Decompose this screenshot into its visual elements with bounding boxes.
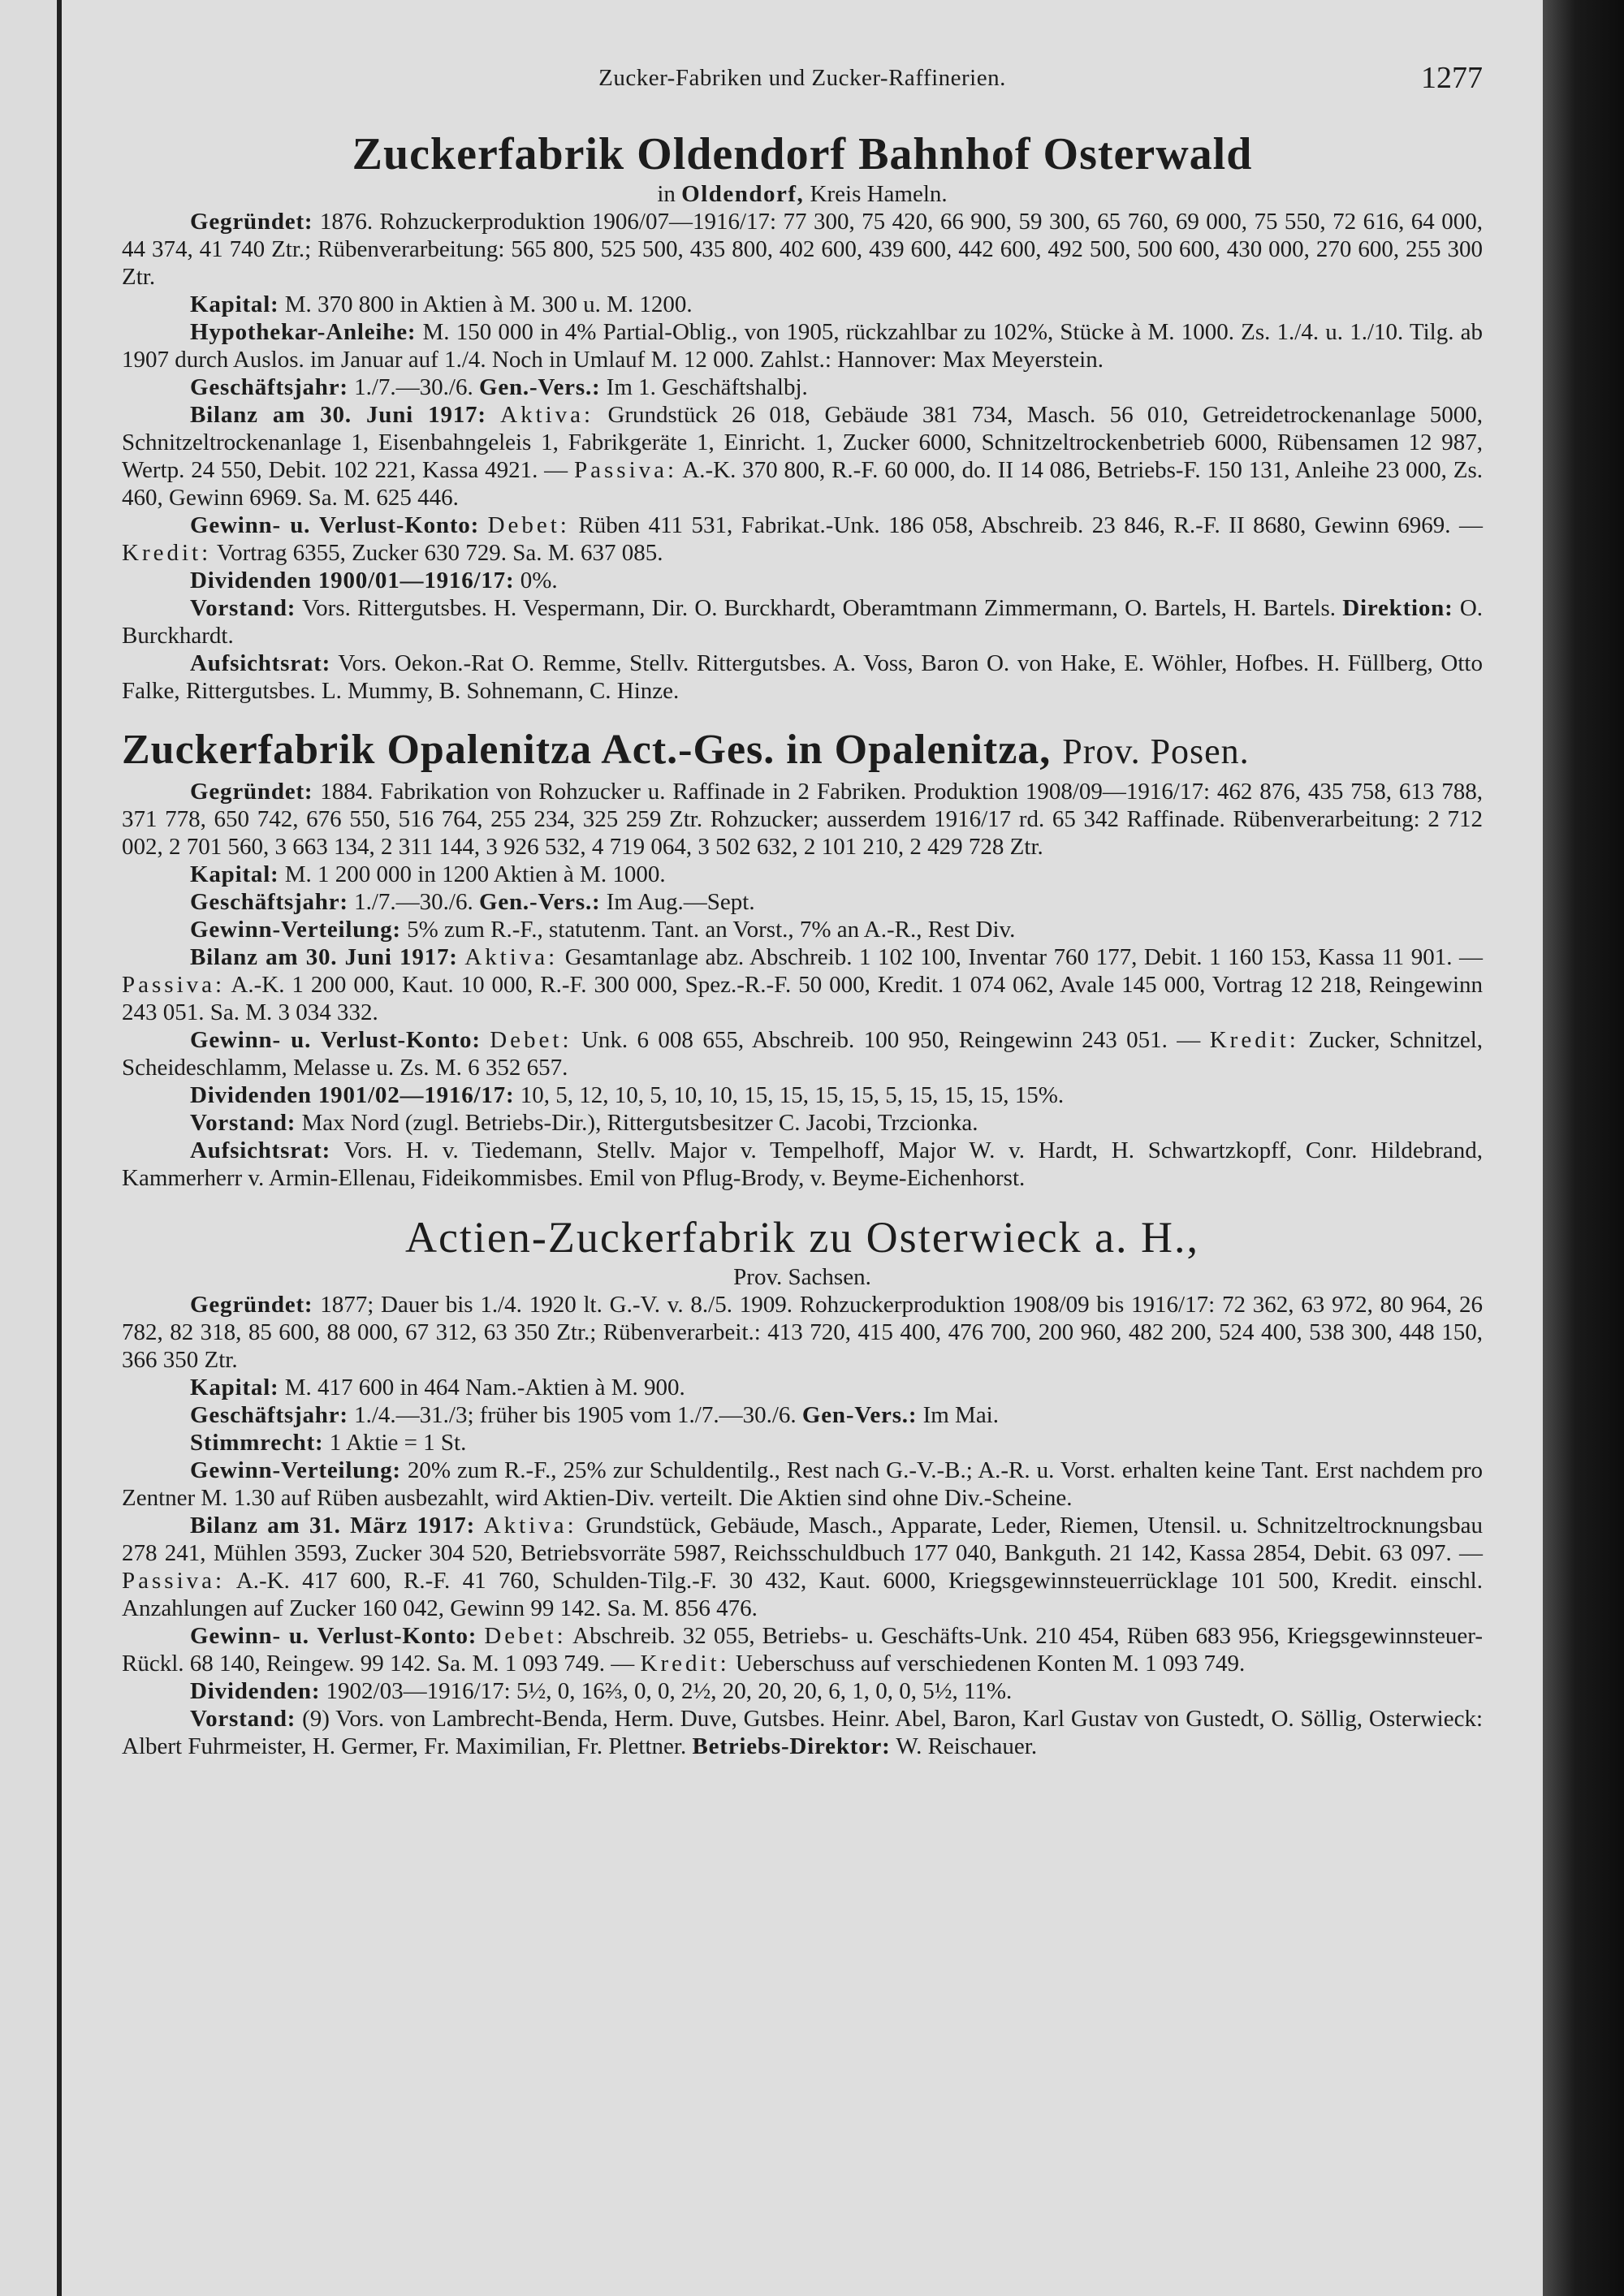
entry-text: 20% zum R.-F., 25% zur Schuldentilg., Rest nach G.-V.-B.; A.-R. u. Vorst. erhalten keine Tant. Erst nachdem pro Zentner M. 1.30 auf Rüben ausbezahlt, wird Aktien-Div. verteilt. Die Aktien sind ohne Div.-Scheine. [122, 1457, 1483, 1511]
entry-key: Gen.-Vers.: [478, 374, 601, 400]
entry-text: O. Burckhardt. [122, 595, 1484, 649]
entry-key: Aufsichtsrat: [190, 650, 331, 676]
entry-text: Abschreib. 32 055, Betriebs- u. Geschäfts-Unk. 210 454, Rüben 683 956, Kriegsgewinnsteuer-Rückl. 68 140, Reingew. 99 142. Sa. M. 1 093 749. — [122, 1623, 1484, 1677]
entry-key: Gewinn- u. Verlust-Konto: [190, 1623, 477, 1649]
entry-paragraph [122, 1374, 1483, 1401]
entry-key: Gen.-Vers.: [478, 889, 601, 915]
entry-paragraph [122, 888, 1483, 916]
entry-paragraph [122, 1026, 1483, 1081]
entry-text: 1884. Fabrikation von Rohzucker u. Raffinade in 2 Fabriken. Produktion 1908/09—1916/17: 462 876, 435 758, 613 788, 371 778, 650 742, 676 550, 516 764, 255 234, 325 259 Ztr. Rohzucker; ausserdem 1916/17 rd. 65 342 Raffinade. Rübenverarbeitung: 2 712 002, 2 701 560, 3 663 134, 2 311 144, 3 926 532, 4 719 064, 3 502 632, 2 101 210, 2 429 728 Ztr. [122, 779, 1483, 860]
entry-key: Geschäftsjahr: [190, 1402, 348, 1428]
entry-paragraph [122, 778, 1483, 861]
entry-paragraph [122, 567, 1483, 594]
location-district: Kreis Hameln. [810, 181, 948, 207]
entry-key: Dividenden 1900/01—1916/17: [190, 568, 515, 593]
entry-text: Grundstück 26 018, Gebäude 381 734, Masch. 56 010, Getreidetrockenanlage 5000, Schnitzeltrockenanlage 1, Eisenbahngeleis 1, Fabrikgeräte 1, Einricht. 1, Zucker 6000, Schnitzeltrockenbetrieb 6000, Rübensamen 12 987, Wertp. 24 550, Debit. 102 221, Kassa 4921. — [122, 402, 1484, 483]
entry-key: Gen-Vers.: [801, 1402, 918, 1428]
entry-key: Geschäftsjahr: [190, 374, 348, 400]
entry-paragraph [122, 1622, 1483, 1677]
entry-text: Grundstück, Gebäude, Masch., Apparate, Leder, Riemen, Utensil. u. Schnitzeltrocknungsbau 278 241, Mühlen 3593, Zucker 304 520, Betriebsvorräte 5987, Reichsschuldbuch 177 040, Bankguth. 21 142, Kassa 2854, Debit. 63 097. — [122, 1513, 1484, 1566]
company-name: Actien-Zuckerfabrik zu Osterwieck a. H., [404, 1213, 1200, 1262]
entry-text: 5% zum R.-F., statutenm. Tant. an Vorst., 7% an A.-R., Rest Div. [407, 917, 1016, 943]
entry-paragraph [122, 511, 1483, 567]
entry-text: A.-K. 370 800, R.-F. 60 000, do. II 14 086, Betriebs-F. 150 131, Anleihe 23 000, Zs. 460, Gewinn 6969. Sa. M. 625 446. [122, 457, 1483, 511]
entry-key: Direktion: [1342, 595, 1453, 621]
entry-subheading: Debet: [490, 1027, 572, 1053]
entry-text: 1876. Rohzuckerproduktion 1906/07—1916/17: 77 300, 75 420, 66 900, 59 300, 65 760, 69 000, 75 550, 72 616, 64 000, 44 374, 41 740 Ztr.; Rübenverarbeitung: 565 800, 525 500, 435 800, 402 600, 439 600, 442 600, 492 500, 500 600, 430 000, 270 600, 255 300 Ztr. [122, 209, 1484, 290]
entry-text: M. 1 200 000 in 1200 Aktien à M. 1000. [284, 861, 666, 887]
entry-subheading: Aktiva: [500, 402, 594, 428]
entry-paragraph [122, 1137, 1483, 1192]
entry-key: Geschäftsjahr: [190, 889, 348, 915]
entry-subheading: Passiva: [122, 1568, 226, 1594]
section-gap [122, 1760, 1483, 1765]
company-title [122, 1211, 1483, 1263]
entry-key: Bilanz am 30. Juni 1917: [190, 944, 458, 970]
entry-text: 1877; Dauer bis 1./4. 1920 lt. G.-V. v. 8./5. 1909. Rohzuckerproduktion 1908/09 bis 1916/17: 72 362, 63 972, 80 964, 26 782, 82 318, 85 600, 88 000, 67 312, 63 350 Ztr.; Rübenverarbeit.: 413 720, 415 400, 476 700, 200 960, 482 200, 524 400, 538 300, 448 150, 366 350 Ztr. [122, 1292, 1484, 1373]
company-entry [122, 724, 1483, 1192]
entry-text: Rüben 411 531, Fabrikat.-Unk. 186 058, Abschreib. 23 846, R.-F. II 8680, Gewinn 6969. — [578, 512, 1483, 538]
entry-paragraph [122, 1109, 1483, 1137]
entry-key: Dividenden 1901/02—1916/17: [190, 1082, 515, 1108]
entry-paragraph [122, 401, 1483, 511]
company-entry [122, 1211, 1483, 1760]
entry-paragraph [122, 650, 1483, 705]
company-province: Prov. Posen. [1062, 732, 1250, 771]
left-page-edge [0, 0, 62, 2296]
entry-subheading: Kredit: [122, 540, 212, 566]
entry-paragraph [122, 1291, 1483, 1374]
location-town: Oldendorf, [681, 181, 805, 207]
company-entries [122, 128, 1483, 1765]
entry-key: Gewinn- u. Verlust-Konto: [190, 1027, 481, 1053]
entry-key: Gewinn-Verteilung: [190, 917, 401, 943]
entry-paragraph [122, 861, 1483, 888]
entry-paragraph [122, 1677, 1483, 1705]
entry-paragraph [122, 1429, 1483, 1457]
entry-key: Vorstand: [190, 595, 296, 621]
running-title: Zucker-Fabriken und Zucker-Raffinerien. [598, 65, 1006, 91]
entry-key: Betriebs-Direktor: [692, 1733, 891, 1759]
page-number: 1277 [1421, 61, 1483, 95]
entry-subheading: Debet: [487, 512, 570, 538]
entry-text: Zucker, Schnitzel, Scheideschlamm, Melasse u. Zs. M. 6 352 657. [122, 1027, 1484, 1081]
entry-text: 1./7.—30./6. [354, 374, 473, 400]
entry-text: Vors. H. v. Tiedemann, Stellv. Major v. Tempelhoff, Major W. v. Hardt, H. Schwartzkopff, Conr. Hildebrand, Kammerherr v. Armin-Ellenau, Fideikommisbes. Emil von Pflug-Brody, v. Beyme-Eichenhorst. [122, 1137, 1483, 1191]
entry-key: Gewinn-Verteilung: [190, 1457, 401, 1483]
company-title [122, 128, 1483, 180]
entry-subheading: Passiva: [574, 457, 678, 483]
page-content [122, 57, 1483, 1765]
entry-subheading: Debet: [484, 1623, 567, 1649]
entry-paragraph [122, 318, 1483, 373]
entry-key: Vorstand: [190, 1110, 296, 1136]
entry-text: A.-K. 1 200 000, Kaut. 10 000, R.-F. 300 000, Spez.-R.-F. 50 000, Kredit. 1 074 062, Avale 145 000, Vortrag 12 218, Reingewinn 243 051. Sa. M. 3 034 332. [122, 972, 1483, 1025]
section-gap [122, 705, 1483, 710]
company-title [122, 724, 1483, 778]
entry-paragraph [122, 291, 1483, 318]
entry-text: 1./7.—30./6. [354, 889, 473, 915]
entry-paragraph [122, 1081, 1483, 1109]
entry-text: Ueberschuss auf verschiedenen Konten M. 1 093 749. [735, 1651, 1246, 1677]
entry-subheading: Aktiva: [464, 944, 559, 970]
entry-key: Bilanz am 31. März 1917: [190, 1513, 476, 1539]
entry-text: 1902/03—1916/17: 5½, 0, 16⅔, 0, 0, 2½, 20, 20, 20, 6, 1, 0, 0, 5½, 11%. [326, 1678, 1013, 1704]
entry-text: A.-K. 417 600, R.-F. 41 760, Schulden-Tilg.-F. 30 432, Kaut. 6000, Kriegsgewinnsteuerrücklage 101 500, Kredit. einschl. Anzahlungen auf Zucker 160 042, Gewinn 99 142. Sa. M. 856 476. [122, 1568, 1483, 1621]
entry-text: 1 Aktie = 1 St. [329, 1430, 467, 1456]
entry-key: Kapital: [190, 1375, 279, 1400]
binding-shadow [1543, 0, 1624, 2296]
entry-text: M. 150 000 in 4% Partial-Oblig., von 1905, rückzahlbar zu 102%, Stücke à M. 1000. Zs. 1./4. u. 1./10. Tilg. ab 1907 durch Auslos. im Januar auf 1./4. Noch in Umlauf M. 12 000. Zahlst.: Hannover: Max Meyerstein. [122, 319, 1483, 373]
entry-key: Bilanz am 30. Juni 1917: [190, 402, 486, 428]
entry-paragraph [122, 1401, 1483, 1429]
entry-paragraph [122, 1512, 1483, 1622]
entry-paragraph [122, 208, 1483, 291]
entry-paragraph [122, 943, 1483, 1026]
entry-key: Vorstand: [190, 1706, 296, 1732]
entry-text: Im Mai. [922, 1402, 999, 1428]
company-name: Zuckerfabrik Opalenitza Act.-Ges. in Opalenitza, [122, 727, 1052, 773]
entry-text: Vors. Rittergutsbes. H. Vespermann, Dir. O. Burckhardt, Oberamtmann Zimmermann, O. Bartels, H. Bartels. [301, 595, 1336, 621]
entry-text: Vors. Oekon.-Rat O. Remme, Stellv. Rittergutsbes. A. Voss, Baron O. von Hake, E. Wöhler, Hofbes. H. Füllberg, Otto Falke, Rittergutsbes. L. Mummy, B. Sohnemann, C. Hinze. [122, 650, 1483, 704]
entry-paragraph [122, 594, 1483, 650]
entry-text: W. Reischauer. [896, 1733, 1038, 1759]
entry-text: (9) Vors. von Lambrecht-Benda, Herm. Duve, Gutsbes. Heinr. Abel, Baron, Karl Gustav von Gustedt, O. Söllig, Osterwieck: Albert Fuhrmeister, H. Germer, Fr. Maximilian, Fr. Plettner. [122, 1706, 1484, 1759]
entry-key: Kapital: [190, 291, 279, 317]
company-name: Zuckerfabrik Oldendorf Bahnhof Osterwald [352, 129, 1253, 179]
entry-text: M. 370 800 in Aktien à M. 300 u. M. 1200. [284, 291, 693, 317]
running-header [122, 57, 1483, 114]
entry-text: 10, 5, 12, 10, 5, 10, 10, 15, 15, 15, 15, 5, 15, 15, 15, 15%. [520, 1082, 1065, 1108]
entry-paragraph [122, 1457, 1483, 1512]
entry-key: Hypothekar-Anleihe: [190, 319, 417, 345]
entry-key: Gegründet: [190, 779, 313, 805]
company-subtitle: Prov. Sachsen. [733, 1264, 871, 1290]
entry-text: Unk. 6 008 655, Abschreib. 100 950, Reingewinn 243 051. — [581, 1027, 1201, 1053]
entry-text: 1./4.—31./3; früher bis 1905 vom 1./7.—30./6. [354, 1402, 797, 1428]
entry-subheading: Kredit: [640, 1651, 730, 1677]
entry-paragraph [122, 373, 1483, 401]
entry-text: Vortrag 6355, Zucker 630 729. Sa. M. 637 085. [216, 540, 663, 566]
entry-text: Max Nord (zugl. Betriebs-Dir.), Rittergutsbesitzer C. Jacobi, Trzcionka. [301, 1110, 978, 1136]
entry-paragraph [122, 916, 1483, 943]
entry-key: Gewinn- u. Verlust-Konto: [190, 512, 480, 538]
entry-subheading: Kredit: [1209, 1027, 1299, 1053]
entry-key: Gegründet: [190, 209, 313, 235]
entry-paragraph [122, 1705, 1483, 1760]
entry-text: Gesamtanlage abz. Abschreib. 1 102 100, Inventar 760 177, Debit. 1 160 153, Kassa 11 901. — [564, 944, 1484, 970]
section-gap [122, 1192, 1483, 1197]
entry-key: Stimmrecht: [190, 1430, 324, 1456]
entry-key: Kapital: [190, 861, 279, 887]
entry-subheading: Passiva: [122, 972, 226, 998]
book-page [62, 0, 1543, 2296]
entry-subheading: Aktiva: [483, 1513, 577, 1539]
company-entry [122, 128, 1483, 705]
location-prefix: in [657, 181, 676, 207]
entry-text: Im 1. Geschäftshalbj. [606, 374, 808, 400]
entry-key: Gegründet: [190, 1292, 313, 1318]
entry-text: M. 417 600 in 464 Nam.-Aktien à M. 900. [284, 1375, 685, 1400]
entry-key: Aufsichtsrat: [190, 1137, 331, 1163]
entry-key: Dividenden: [190, 1678, 321, 1704]
entry-text: 0%. [520, 568, 558, 593]
entry-text: Im Aug.—Sept. [606, 889, 755, 915]
company-location [122, 180, 1483, 208]
